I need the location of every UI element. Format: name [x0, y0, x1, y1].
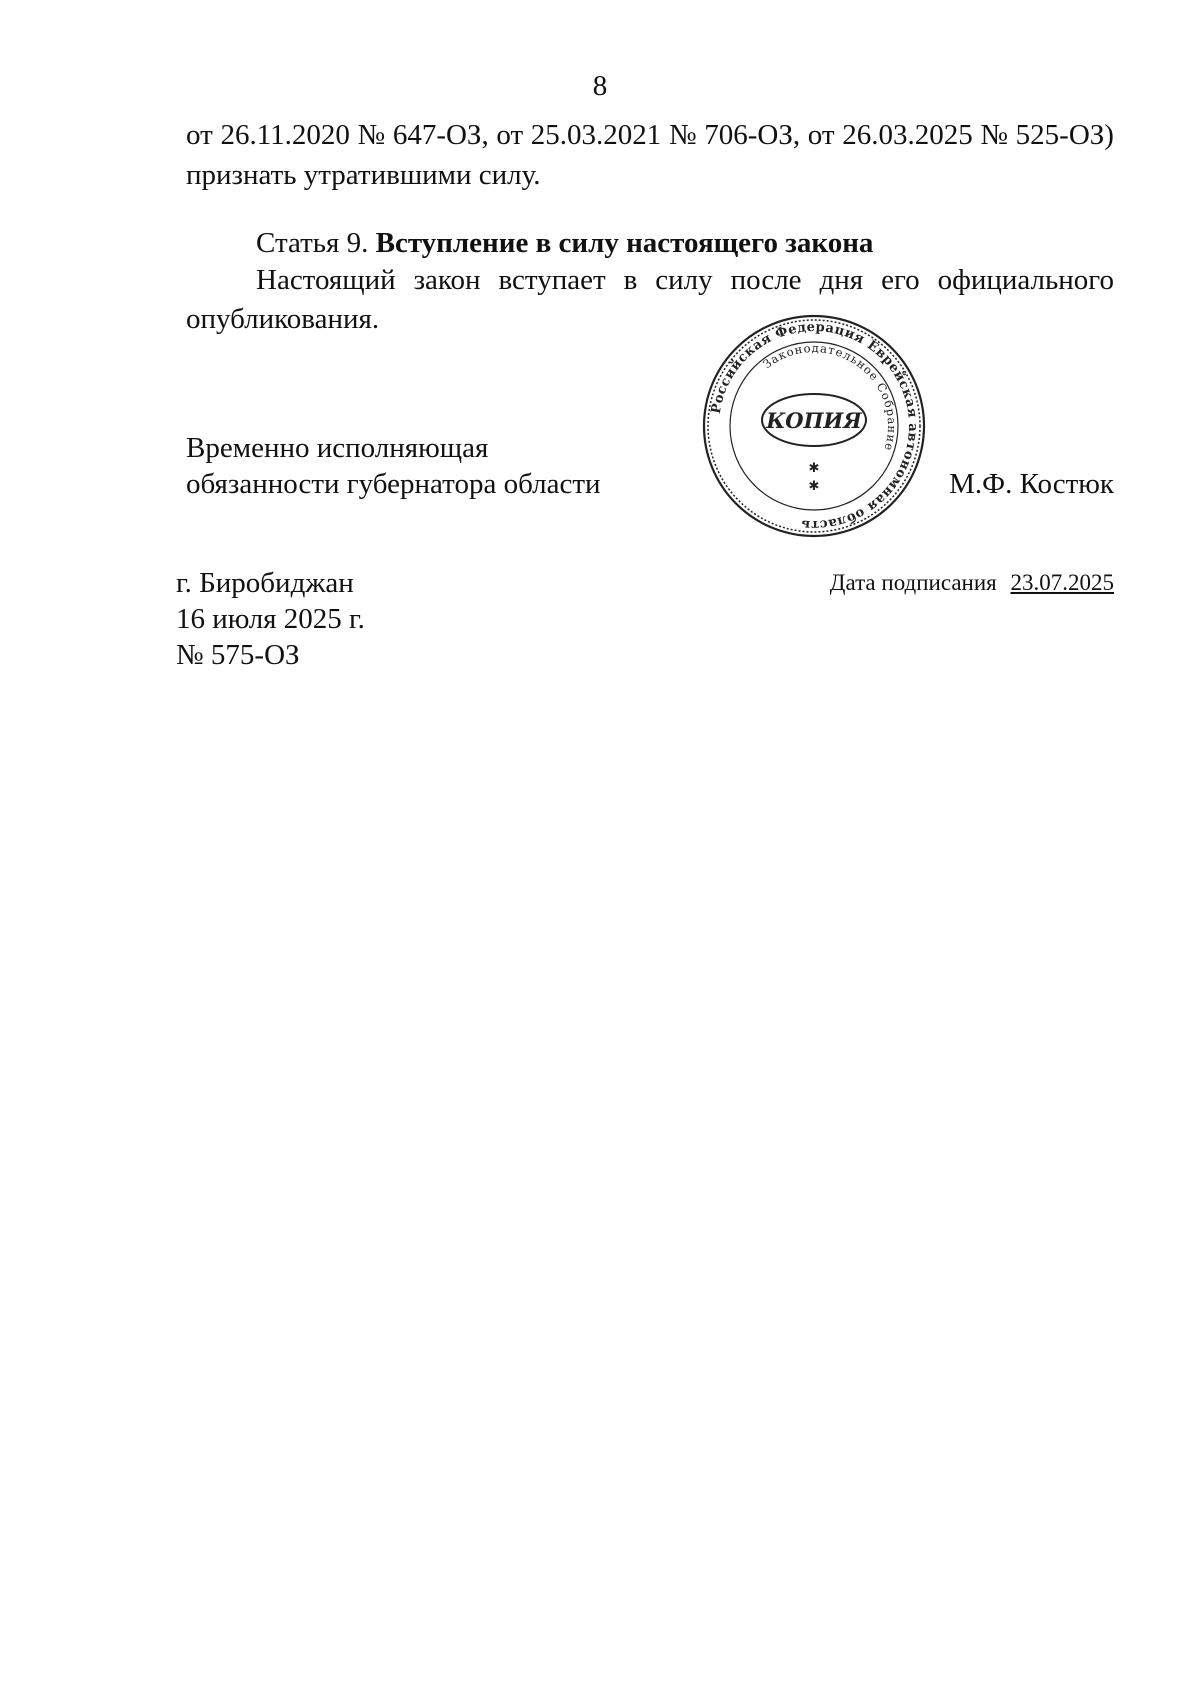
body-line-1-word: 26.11.2020 — [220, 119, 350, 151]
article-heading — [256, 225, 873, 261]
body-line-1 — [186, 117, 1114, 153]
article-text-line-1-word: силу — [655, 264, 713, 296]
body-line-1-word: 25.03.2021 — [530, 119, 662, 151]
article-title: Вступление в силу настоящего закона — [375, 227, 874, 259]
article-text-line-1-word: в — [623, 264, 638, 296]
body-line-1-word: от — [807, 119, 835, 151]
body-line-1-word: от — [496, 119, 524, 151]
city: г. Биробиджан — [176, 567, 354, 599]
article-text-line-1-word: вступает — [498, 264, 606, 296]
svg-text:Российская Федерация Еврейская: Российская Федерация Еврейская автономная область — [708, 319, 921, 533]
svg-text:Законодательное Собрание: Законодательное Собрание — [760, 340, 900, 454]
signing-date-value: 23.07.2025 — [1010, 570, 1114, 595]
article-text-line-2: опубликования. — [186, 303, 380, 335]
svg-text:✱: ✱ — [808, 479, 820, 494]
signatory-position-line-2: обязанности губернатора области — [186, 468, 601, 500]
signing-date-block — [830, 565, 1114, 601]
article-text-line-1 — [256, 262, 1114, 298]
law-date: 16 июля 2025 г. — [176, 603, 365, 635]
article-text-line-1-word: официального — [937, 264, 1114, 296]
svg-text:✱: ✱ — [808, 461, 820, 476]
body-line-2: признать утратившими силу. — [186, 159, 541, 191]
official-seal — [700, 312, 928, 540]
body-line-1-word: № — [357, 119, 386, 151]
article-text-line-1-word: Настоящий — [256, 264, 396, 296]
body-line-1-word: от — [186, 119, 213, 151]
page-number: 8 — [592, 70, 608, 102]
article-text-line-1-word: после — [730, 264, 802, 296]
law-number: № 575-ОЗ — [176, 639, 300, 671]
article-text-line-1-word: дня — [819, 264, 864, 296]
body-line-1-word: 706-ОЗ, — [704, 119, 801, 151]
article-text-line-1-word: закон — [413, 264, 481, 296]
body-line-1-word: № — [668, 119, 697, 151]
body-line-1-word: № — [980, 119, 1009, 151]
signing-date-label: Дата подписания — [829, 570, 997, 595]
article-text-line-1-word: его — [881, 264, 920, 296]
body-line-1-word: 26.03.2025 — [842, 119, 973, 151]
body-line-1-word: 647-ОЗ, — [392, 119, 489, 151]
signatory-name: М.Ф. Костюк — [949, 468, 1114, 500]
svg-text:КОПИЯ: КОПИЯ — [766, 408, 862, 433]
body-line-1-word: 525-ОЗ) — [1015, 119, 1114, 151]
article-prefix: Статья 9. — [256, 227, 369, 259]
signatory-position-line-1: Временно исполняющая — [186, 432, 489, 464]
